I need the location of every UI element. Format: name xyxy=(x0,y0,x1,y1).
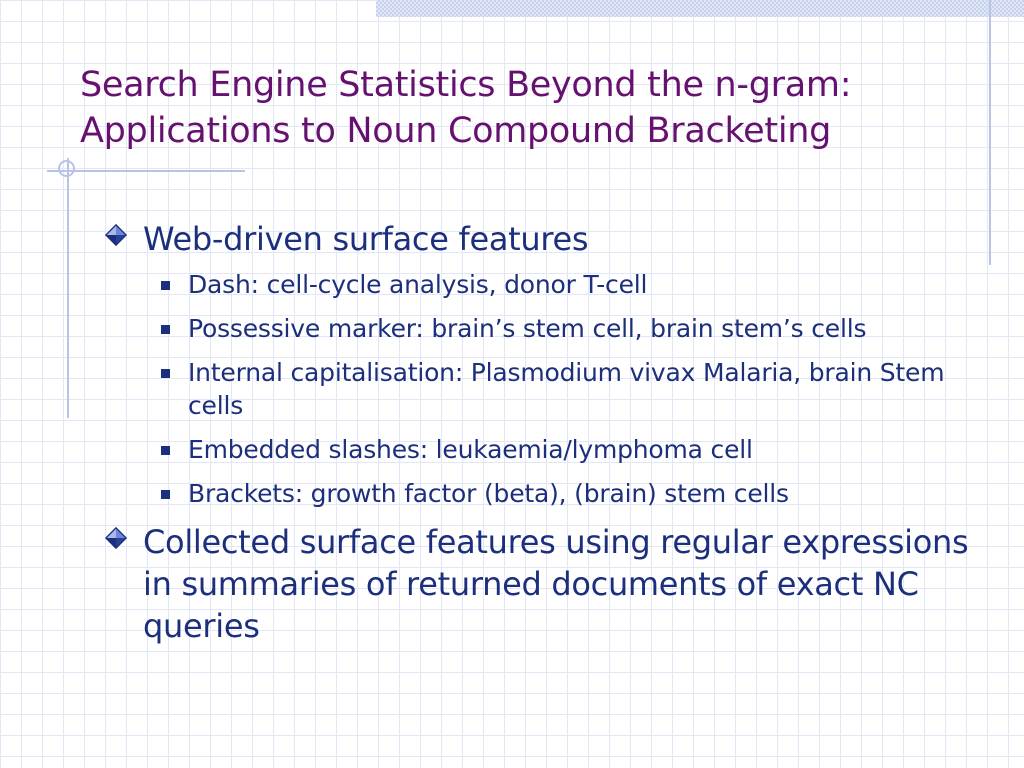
slide-title xyxy=(80,62,980,154)
square-bullet-icon xyxy=(161,446,170,455)
square-bullet-icon xyxy=(161,281,170,290)
square-bullet-icon xyxy=(161,325,170,334)
right-decorative-line xyxy=(989,0,991,265)
sub-bullet-brackets xyxy=(143,477,983,510)
bullet-text: Web-driven surface features xyxy=(143,220,589,258)
sub-bullet-text: Internal capitalisation: Plasmodium vivax Malaria, brain Stem cells xyxy=(188,358,945,420)
title-underline-decoration xyxy=(47,170,245,172)
sub-bullet-slashes xyxy=(143,433,983,466)
left-decorative-line xyxy=(67,158,69,418)
sub-bullet-capitalisation xyxy=(143,356,983,422)
sub-bullet-text: Brackets: growth factor (beta), (brain) stem cells xyxy=(188,479,789,508)
bullet-web-driven-features xyxy=(103,218,983,510)
title-line-2: Applications to Noun Compound Bracketing xyxy=(80,111,832,151)
title-line-1: Search Engine Statistics Beyond the n-gram: xyxy=(80,65,852,105)
square-bullet-icon xyxy=(161,490,170,499)
bullet-collected-features xyxy=(103,521,983,647)
square-bullet-icon xyxy=(161,369,170,378)
sub-bullet-text: Dash: cell-cycle analysis, donor T-cell xyxy=(188,270,648,299)
sub-bullet-text: Embedded slashes: leukaemia/lymphoma cell xyxy=(188,435,753,464)
corner-circle-ornament xyxy=(58,160,75,177)
bullet-list xyxy=(103,218,983,647)
sub-bullet-text: Possessive marker: brain’s stem cell, brain stem’s cells xyxy=(188,314,867,343)
sub-bullet-dash xyxy=(143,268,983,301)
top-decorative-band xyxy=(376,0,1024,17)
sub-bullet-possessive xyxy=(143,312,983,345)
bullet-text: Collected surface features using regular expressions in summaries of returned documents of exact NC queries xyxy=(143,523,969,645)
diamond-bullet-icon xyxy=(103,218,131,260)
diamond-bullet-icon xyxy=(103,521,131,563)
sub-bullet-list xyxy=(143,268,983,510)
